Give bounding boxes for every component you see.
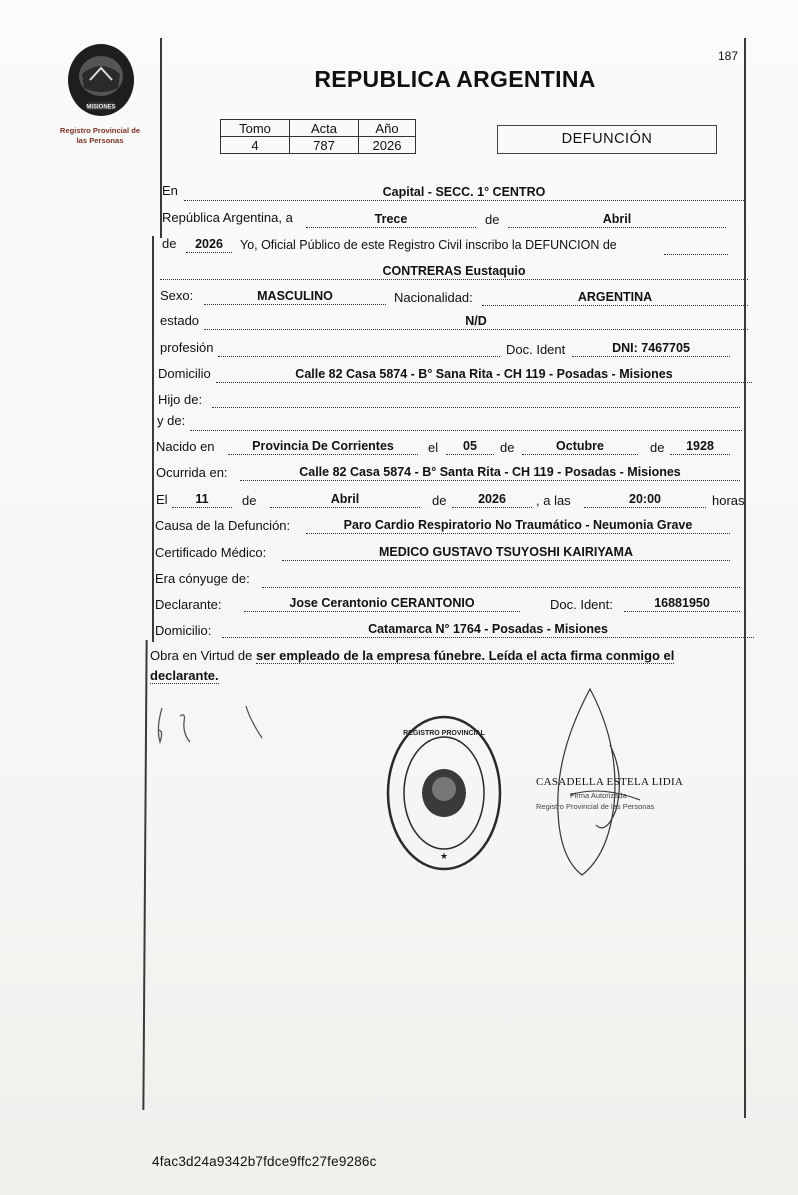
- label-sexo: Sexo:: [160, 288, 194, 303]
- field-declarante: Jose Cerantonio CERANTONIO: [244, 595, 520, 612]
- field-yo-cont: [664, 238, 728, 255]
- anio-header: Año: [359, 120, 416, 137]
- field-y-de: [190, 414, 742, 431]
- field-nac-anio: 1928: [670, 438, 730, 455]
- label-en: En: [162, 183, 178, 198]
- svg-text:REGISTRO PROVINCIAL: REGISTRO PROVINCIAL: [403, 730, 485, 737]
- obra-line2-row: [150, 668, 219, 684]
- field-nacionalidad: ARGENTINA: [482, 289, 748, 306]
- field-def-anio: 2026: [452, 491, 532, 508]
- field-estado: N/D: [204, 313, 748, 330]
- label-horas: horas: [712, 493, 745, 508]
- svg-text:MISIONES: MISIONES: [86, 104, 116, 111]
- field-nac-dia: 05: [446, 438, 494, 455]
- official-seal-icon: [384, 713, 504, 873]
- field-profesion: [218, 340, 500, 357]
- field-def-mes: Abril: [270, 491, 420, 508]
- field-obra-line2: declarante.: [150, 668, 219, 683]
- field-lugar: Capital - SECC. 1° CENTRO: [184, 184, 744, 201]
- label-certificado: Certificado Médico:: [155, 545, 267, 560]
- field-sexo: MASCULINO: [204, 288, 386, 305]
- label-de2: de: [162, 236, 177, 251]
- label-conyuge: Era cónyuge de:: [155, 571, 250, 586]
- label-hijo-de: Hijo de:: [158, 392, 203, 407]
- field-ocurrida-en: Calle 82 Casa 5874 - B° Santa Rita - CH 119 - Posadas - Misiones: [240, 464, 740, 481]
- label-doc-ident2: Doc. Ident:: [550, 597, 613, 612]
- field-dia: Trece: [306, 211, 476, 228]
- obra-paragraph: [150, 648, 756, 664]
- label-ocurrida-en: Ocurrida en:: [156, 465, 228, 480]
- anio-value: 2026: [359, 137, 416, 154]
- field-declarante-doc: 16881950: [624, 595, 740, 612]
- document-hash-code: 4fac3d24a9342b7fdce9ffc27fe9286c: [152, 1154, 377, 1169]
- label-y-de: y de:: [157, 413, 186, 428]
- label-de: de: [485, 212, 500, 227]
- label-declarante: Declarante:: [155, 597, 222, 612]
- field-nacido-en: Provincia De Corrientes: [228, 438, 418, 455]
- field-hijo-de: [212, 391, 740, 408]
- label-yo: Yo, Oficial Público de este Registro Civil inscribo la DEFUNCION de: [240, 238, 617, 252]
- field-mes: Abril: [508, 211, 726, 228]
- document-title: REPUBLICA ARGENTINA: [314, 66, 596, 92]
- label-nacido-en: Nacido en: [156, 439, 215, 454]
- right-margin-line: [744, 38, 746, 1118]
- field-nombre: CONTRERAS Eustaquio: [160, 263, 748, 280]
- initials-signature-icon: [150, 700, 270, 750]
- label-estado: estado: [160, 313, 200, 328]
- label-el: el: [428, 440, 439, 455]
- field-domicilio: Calle 82 Casa 5874 - B° Sana Rita - CH 119 - Posadas - Misiones: [216, 366, 752, 383]
- tomo-value: 4: [221, 137, 290, 154]
- label-a-las: , a las: [536, 493, 571, 508]
- registry-caption: [40, 126, 160, 146]
- label-de-d: de: [432, 493, 447, 508]
- registry-caption-line1: Registro Provincial de: [59, 126, 141, 135]
- reference-table: [220, 119, 416, 154]
- label-domicilio: Domicilio: [158, 366, 211, 381]
- registry-caption-line2: las Personas: [76, 136, 124, 145]
- label-causa: Causa de la Defunción:: [155, 518, 291, 533]
- stamp-name: CASADELLA ESTELA LIDIA: [536, 776, 684, 788]
- field-anio: 2026: [186, 236, 232, 253]
- stamp-org: Registro Provincial de las Personas: [536, 802, 655, 811]
- act-type-box: DEFUNCIÓN: [497, 125, 717, 154]
- label-nacionalidad: Nacionalidad:: [394, 290, 473, 305]
- field-dni: DNI: 7467705: [572, 340, 730, 357]
- label-obra: Obra en Virtud de: [150, 648, 253, 663]
- field-nac-mes: Octubre: [522, 438, 638, 455]
- acta-value: 787: [290, 137, 359, 154]
- field-conyuge: [262, 571, 740, 588]
- label-doc-ident: Doc. Ident: [506, 342, 566, 357]
- page-number: 187: [718, 49, 739, 63]
- field-def-hora: 20:00: [584, 491, 706, 508]
- label-de-b: de: [650, 440, 665, 455]
- field-def-dia: 11: [172, 491, 232, 508]
- acta-header: Acta: [290, 120, 359, 137]
- label-republica: República Argentina, a: [162, 210, 293, 225]
- svg-text:★: ★: [439, 851, 449, 861]
- stamp-role: Firma Autorizada: [570, 791, 627, 800]
- left-margin-line-lower: [142, 640, 147, 1110]
- label-el-cap: El: [156, 492, 168, 507]
- field-declarante-domicilio: Catamarca N° 1764 - Posadas - Misiones: [222, 621, 754, 638]
- left-margin-line-mid: [152, 236, 154, 642]
- tomo-header: Tomo: [221, 120, 290, 137]
- label-de-c: de: [242, 493, 257, 508]
- label-de-a: de: [500, 440, 515, 455]
- label-profesion: profesión: [160, 340, 214, 355]
- field-certificado: MEDICO GUSTAVO TSUYOSHI KAIRIYAMA: [282, 544, 730, 561]
- field-causa: Paro Cardio Respiratorio No Traumático - Neumonia Grave: [306, 517, 730, 534]
- field-obra-line1: ser empleado de la empresa fúnebre. Leída el acta firma conmigo el: [256, 648, 675, 663]
- label-domicilio2: Domicilio:: [155, 623, 212, 638]
